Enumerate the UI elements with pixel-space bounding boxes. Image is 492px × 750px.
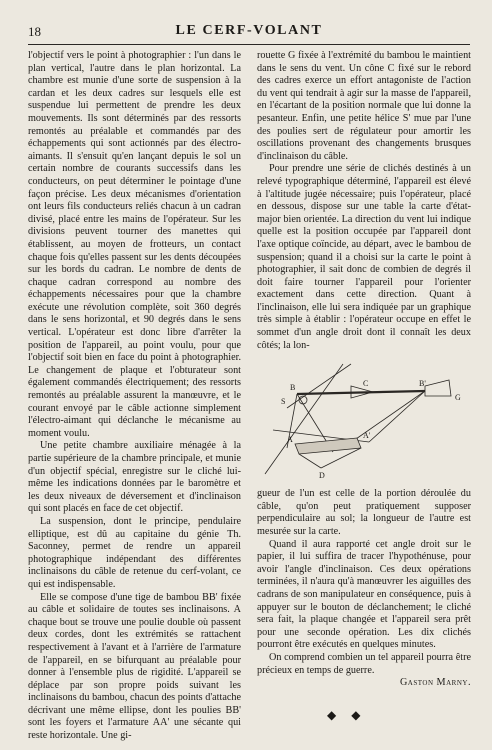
label-c: C [363, 379, 369, 389]
paragraph: l'objectif vers le point à photographier : l'un dans le plan vertical, l'autre dans le plan horizontal. La chambre est munie d'une sorte de suspension à la cardan et les deux cadres sur lesquels elle est suspendue lui permettent de prendre les deux mouvements. Ils sont déterminés par des ressorts remontés au préalable et commandés par des échappements qui sont actionnés par des électro-aimants. Il s'ensuit qu'en lançant depuis le sol un certain nombre de courants successifs dans les conducteurs, on peut déterminer le pointage d'une façon précise. Les deux mécanismes d'orientation ont leurs fils conducteurs reliés chacun à un cadran divisé, placé entre les mains de l'opérateur. Sur les divisions peuvent tourner des manettes qui établissent, au moyen de frotteurs, un contact chaque fois qu'elles passent sur les dents découpées sur les bords du cadran. Le nombre de dents de chaque cadran correspond au nombre des échappements nécessaires pour que la chambre exécute une révolution complète, soit 360 degrés dans le sens horizontal, et 90 degrés dans le sens vertical. L'opérateur est donc libre d'arrêter la position de l'appareil, au point voulu, pour que l'objectif soit bien en face du point à photographier. Le changement de plaque et l'obturateur sont également commandés électriquement; des ressorts remontés au préalable assurent la manœuvre, et le courant envoyé par le câble actionne simplement l'électro-aimant qui déclanche le mécanisme au moment voulu. [28, 50, 241, 439]
author-signature: Gaston Marny. [399, 677, 471, 689]
left-column [28, 50, 241, 743]
girouette-shape [425, 380, 451, 396]
running-title: LE CERF-VOLANT [175, 23, 323, 38]
suspension-figure [257, 356, 471, 484]
paragraph: Elle se compose d'une tige de bambou BB' fixée au câble et solidaire de toutes ses inclinaisons. A chaque bout se trouve une poulie double où passent deux cordes, dont les extrémités se rattachent respectivement à l'avant et à l'arrière de l'armature de l'appareil, en se bifurquant au préalable pour donner à l'ensemble plus de rigidité. L'appareil se déplace par son propre poids suivant les inclinaisons du bambou, chacun des points d'attache décrivant une même ellipse, dont les poulies BB' sont les foyers et l'armature AA' une sécante qui reste horizontale. Une gi- [28, 591, 241, 742]
page-number: 18 [28, 24, 41, 39]
ellipse-arc [299, 454, 321, 468]
label-g: G [455, 393, 461, 403]
paragraph: Une petite chambre auxiliaire ménagée à la partie supérieure de la chambre principale, et munie d'un objectif spécial, enregistre sur le cliché lui-même les indications données par le baromètre et les deux niveaux de déversement et d'inclinaison qui sont placés en face de cet objectif. [28, 440, 241, 515]
paragraph: On comprend combien un tel appareil pourra être précieux en temps de guerre. [257, 651, 471, 676]
label-bp: B' [419, 379, 426, 389]
paragraph: Quand il aura rapporté cet angle droit sur le papier, il lui suffira de tracer l'hypothénuse, pour avoir l'angle d'inclinaison. Ces deux opérations terminées, il n'aura qu'à manœuvrer les aiguilles des cadrans de son manipulateur en conséquence, puis à appuyer sur le bouton de déclanchement; le cliché sera fait, la plaque changée et l'appareil sera prêt pour une seconde opération. Les dix clichés pourront être exécutés en quelques minutes. [257, 538, 471, 651]
closing-ornament: ◆ ◆ [327, 708, 367, 722]
label-a: A [287, 435, 293, 445]
label-b: B [290, 383, 296, 393]
right-column [257, 50, 471, 690]
paragraph: La suspension, dont le principe, pendulaire elliptique, est dû au capitaine du génie Th. Saconney, permet de rendre un appareil photographique indépendant des différentes inclinaisons du câble de retenue du cerf-volant, ce qui est indispensable. [28, 515, 241, 590]
suspension-diagram [257, 356, 471, 484]
label-s: S [281, 397, 286, 407]
camera-armature [295, 438, 361, 454]
page-header [28, 24, 470, 42]
bamboo-rod [297, 391, 425, 394]
paragraph: Pour prendre une série de clichés destinés à un relevé typographique déterminé, l'appareil est élevé à l'altitude jugée nécessaire; puis l'opérateur, placé en dessous, dispose sur une table la carte d'état-major bien orientée. La direction du vent lui indique quelle est la position occupée par l'appareil dont l'axe optique coïncide, au départ, avec le bambou de suspension; quand il a choisi sur la carte le point à photographier, il sait donc de combien de degrés il doit faire tourner l'appareil pour l'orienter exactement dans cette direction. Quant à l'inclinaison, elle lui sera indiquée par un graphique très simple à établir : l'opérateur occupe en effet le sommet d'un angle droit dont il connaît les deux côtés; la lon- [257, 163, 471, 351]
cord-line [369, 391, 425, 442]
guy-line [287, 364, 351, 408]
paragraph: gueur de l'un est celle de la portion déroulée du câble, qu'on peut pratiquement supposer perpendiculaire au sol; la longueur de l'autre est mesurée sur la carte. [257, 488, 471, 538]
header-rule [28, 44, 470, 45]
paragraph: rouette G fixée à l'extrémité du bambou le maintient dans le sens du vent. Un cône C fixé sur le rebord des cadres exerce un effort antagoniste de l'action du vent qui tendrait à agir sur la masse de l'appareil, en l'écartant de la position normale que lui donne la pesanteur. Enfin, une petite hélice S' mue par l'une des poulies sert de régulateur pour amortir les oscillations provenant des changements brusques d'inclinaison du câble. [257, 50, 471, 162]
label-d: D [319, 471, 325, 481]
label-ap: A' [363, 431, 371, 441]
